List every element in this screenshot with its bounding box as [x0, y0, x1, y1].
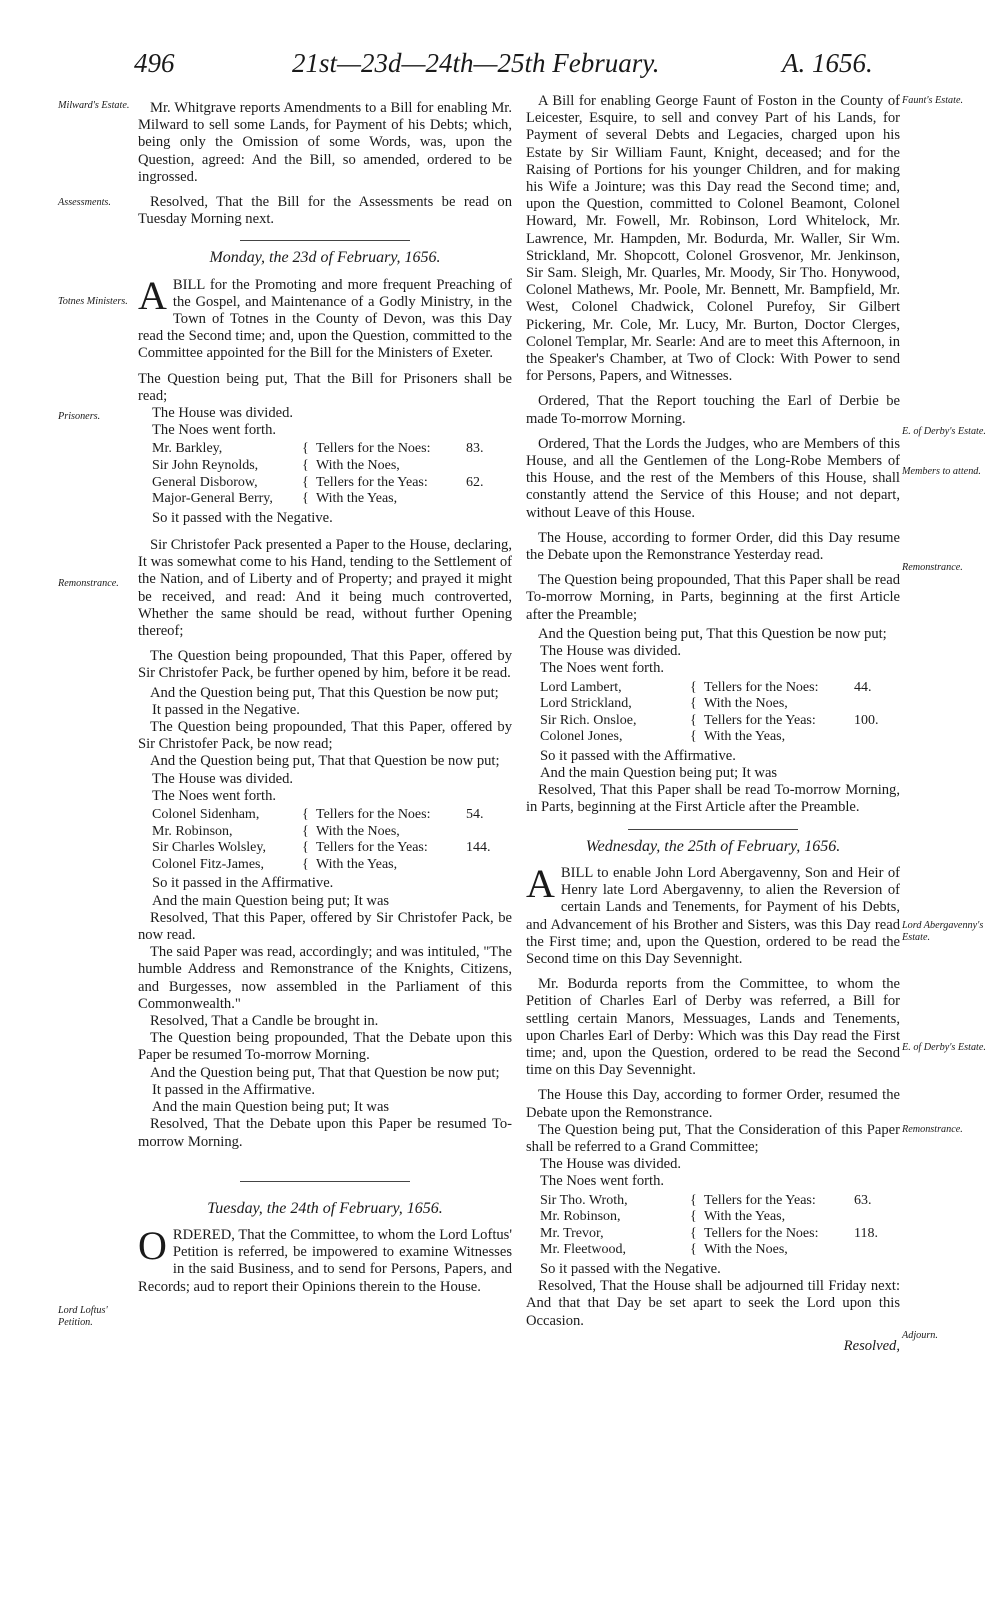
paragraph: The House was divided. [540, 643, 682, 660]
paragraph: So it passed with the Negative. [540, 1260, 721, 1277]
paragraph: And the Question being put, That this Question be now put; [150, 684, 499, 701]
paragraph: And the main Question being put; It was [540, 765, 778, 782]
margin-note-totnes: Totnes Ministers. [58, 296, 128, 307]
tellers-table [540, 1193, 900, 1259]
drop-cap: A [138, 272, 167, 318]
tellers-row: Colonel Fitz-James, { With the Yeas, [152, 856, 398, 872]
paragraph: Mr. Whitgrave reports Amendments to a Bill for enabling Mr. Milward to sell some Lands, for Payment of his Debts; which, being only the Omission of some Words, was, upon the Question, agreed: And the Bill, so amended, ordered to be ingrossed. [138, 100, 512, 185]
paragraph: The Question being propounded, That the Debate upon this Paper be resumed To-morrow Morning. [138, 1030, 512, 1064]
right-column [526, 93, 900, 1355]
margin-note-members: Members to attend. [902, 466, 981, 477]
paragraph: It passed in the Negative. [152, 701, 300, 718]
tellers-row: Sir John Reynolds, { With the Noes, [152, 458, 400, 474]
paragraph: Resolved, That a Candle be brought in. [150, 1013, 379, 1030]
paragraph: ORDERED, That the Committee, to whom the Lord Loftus' Petition is referred, be impowered to examine Witnesses in the said Business, and to send for Persons, Papers, and Records; aud to report their Opinions therein to the House. [138, 1222, 512, 1295]
tellers-table [152, 441, 512, 507]
header-volume: A. 1656. [782, 48, 873, 78]
section-rule [628, 829, 798, 830]
header-dates: 21st—23d—24th—25th February. [292, 48, 660, 78]
tellers-table [540, 680, 900, 746]
paragraph: The House was divided. [152, 405, 294, 422]
tellers-row: Sir Rich. Onsloe, { Tellers for the Yeas: 100. [540, 712, 879, 728]
margin-note-remonstrance: Remonstrance. [902, 562, 963, 573]
section-heading: Monday, the 23d of February, 1656. [209, 249, 441, 267]
paragraph: And the main Question being put; It was [152, 1099, 390, 1116]
tellers-row: Sir Tho. Wroth, { Tellers for the Yeas: 63. [540, 1192, 872, 1208]
paragraph: Resolved, That the Debate upon this Paper be resumed To-morrow Morning. [138, 1116, 512, 1150]
paragraph: The Noes went forth. [152, 787, 277, 804]
catchword: Resolved, [843, 1337, 900, 1354]
drop-cap: O [138, 1222, 167, 1268]
margin-note-prisoners: Prisoners. [58, 411, 101, 422]
paragraph: And the main Question being put; It was [152, 892, 390, 909]
paragraph: The Question being propounded, That this Paper, offered by Sir Christofer Pack, be now read; [138, 719, 512, 753]
margin-note-derby: E. of Derby's Estate. [902, 426, 986, 437]
paragraph: So it passed with the Affirmative. [540, 747, 736, 764]
paragraph: Resolved, That this Paper shall be read To-morrow Morning, in Parts, beginning at the First Article after the Preamble. [526, 782, 900, 816]
tellers-row: Mr. Robinson, { With the Noes, [152, 823, 400, 839]
paragraph: And the Question being put, That that Question be now put; [150, 753, 500, 770]
paragraph: Sir Christofer Pack presented a Paper to the House, declaring, It was somewhat come to his Hand, tending to the Settlement of the Nation, and of Liberty and of Property; and prayed it might be received, and read: And it being much controverted, Whether the same should be read, without further Opening thereof; [138, 537, 512, 640]
tellers-row: General Disborow, { Tellers for the Yeas: 62. [152, 474, 484, 490]
drop-cap: A [526, 860, 555, 906]
tellers-row: Lord Strickland, { With the Noes, [540, 696, 788, 712]
paragraph: A Bill for enabling George Faunt of Foston in the County of Leicester, Esquire, to sell and convey Part of his Lands, for Payment of several Debts and Legacies, charged upon his Estate by Sir William Faunt, Knight, deceased; and for the Raising of Portions for his younger Children, and for making his Wife a Jointure; was this Day read the Second time; and, upon the Question, committed to Colonel Beamont, Colonel Howard, Mr. Fowell, Mr. Robinson, Lord Whitelock, Mr. Lawrence, Mr. Hampden, Mr. Bodurda, Mr. Waller, Sir Wm. Strickland, Mr. Shopcott, Colonel Grosvenor, Mr. Jenkinson, Sir Sam. Sleigh, Mr. Quarles, Mr. Moody, Sir Tho. Honywood, Colonel Mathews, Mr. Poole, Mr. Bennett, Mr. Bampfield, Mr. West, Colonel Chadwick, Colonel Purefoy, Sir Gilbert Pickering, Mr. Cole, Mr. Lucy, Mr. Burton, Doctor Clerges, Colonel Templar, Mr. Searle: And are to meet this Afternoon, in the Speaker's Chamber, at Two of Clock: With Power to send for Persons, Papers, and Witnesses. [526, 93, 900, 385]
paragraph: ABILL for the Promoting and more frequent Preaching of the Gospel, and Maintenance of a Godly Ministry, in the Town of Totnes in the County of Devon, was this Day read the Second time; and, upon the Question, committed to the Committee appointed for the Bill for the Ministers of Exeter. [138, 272, 512, 362]
page-header [0, 48, 992, 88]
paragraph: The Question being propounded, That this Paper, offered by Sir Christofer Pack, be further opened by him, before it be read. [138, 648, 512, 682]
tellers-row: Mr. Fleetwood, { With the Noes, [540, 1242, 788, 1258]
paragraph: The Noes went forth. [540, 1173, 665, 1190]
paragraph: Resolved, That the Bill for the Assessments be read on Tuesday Morning next. [138, 194, 512, 228]
margin-note-assessments: Assessments. [58, 197, 111, 208]
margin-note-remonstrance: Remonstrance. [58, 578, 119, 589]
tellers-table [152, 807, 512, 873]
paragraph: The House this Day, according to former Order, resumed the Debate upon the Remonstrance. [526, 1087, 900, 1121]
tellers-row: Colonel Jones, { With the Yeas, [540, 729, 786, 745]
section-rule [240, 1181, 410, 1182]
tellers-row: Sir Charles Wolsley, { Tellers for the Yeas: 144. [152, 840, 491, 856]
section-heading: Tuesday, the 24th of February, 1656. [207, 1199, 443, 1217]
paragraph: Ordered, That the Report touching the Earl of Derbie be made To-morrow Morning. [526, 393, 900, 427]
margin-note-milward: Milward's Estate. [58, 100, 130, 111]
margin-note-abergavenny: Lord Abergavenny's Estate. [902, 920, 984, 943]
tellers-row: Lord Lambert, { Tellers for the Noes: 44. [540, 679, 872, 695]
left-column [138, 100, 512, 1304]
tellers-row: Colonel Sidenham, { Tellers for the Noes: 54. [152, 807, 484, 823]
paragraph: ABILL to enable John Lord Abergavenny, Son and Heir of Henry late Lord Abergavenny, to alien the Reversion of certain Lands and Tenements, for Payment of his Debts, and Advancement of his Brother and Sisters, was this Day read the First time; and, upon the Question, ordered to be read the Second time on this Day Sevennight. [526, 860, 900, 967]
paragraph: It passed in the Affirmative. [152, 1081, 316, 1098]
paragraph: So it passed with the Negative. [152, 509, 333, 526]
paragraph: The said Paper was read, accordingly; and was intituled, "The humble Address and Remonstrance of the Knights, Citizens, and Burgesses, now assembled in the Parliament of this Commonwealth." [138, 944, 512, 1012]
section-rule [240, 240, 410, 241]
paragraph: The Noes went forth. [152, 422, 277, 439]
paragraph: The Question being propounded, That this Paper shall be read To-morrow Morning, in Parts, beginning at the first Article after the Preamble; [526, 572, 900, 623]
margin-note-loftus: Lord Loftus' Petition. [58, 1305, 108, 1328]
paragraph: Resolved, That this Paper, offered by Sir Christofer Pack, be now read. [138, 909, 512, 944]
paragraph: Resolved, That the House shall be adjourned till Friday next: And that that Day be set apart to seek the Lord upon this Occasion. [526, 1278, 900, 1329]
paragraph: The House was divided. [540, 1156, 682, 1173]
paragraph: And the Question being put, That that Question be now put; [150, 1064, 500, 1081]
paragraph: The Question being put, That the Bill for Prisoners shall be read; [138, 370, 512, 404]
section-heading: Wednesday, the 25th of February, 1656. [585, 837, 841, 855]
tellers-row: Major-General Berry, { With the Yeas, [152, 491, 398, 507]
tellers-row: Mr. Trevor, { Tellers for the Noes: 118. [540, 1225, 878, 1241]
tellers-row: Mr. Robinson, { With the Yeas, [540, 1209, 786, 1225]
paragraph: The Question being put, That the Consideration of this Paper shall be referred to a Grand Committee; [526, 1121, 900, 1155]
margin-note-derby: E. of Derby's Estate. [902, 1042, 986, 1053]
paragraph: The House was divided. [152, 770, 294, 787]
paragraph: The House, according to former Order, did this Day resume the Debate upon the Remonstrance Yesterday read. [526, 529, 900, 564]
page-number: 496 [134, 48, 175, 78]
margin-note-remonstrance: Remonstrance. [902, 1124, 963, 1135]
paragraph: And the Question being put, That this Question be now put; [538, 625, 887, 642]
paragraph: So it passed in the Affirmative. [152, 875, 334, 892]
paragraph: Ordered, That the Lords the Judges, who are Members of this House, and all the Gentlemen of the Long-Robe Members of this House, and the rest of the Members of this House, shall constantly attend the Service of this House; and not depart, without Leave of this House. [526, 435, 900, 521]
paragraph: Mr. Bodurda reports from the Committee, to whom the Petition of Charles Earl of Derby was referred, a Bill for settling certain Manors, Messuages, Lands and Tenements, upon Charles Earl of Derby: Which was this Day read the First time; and, upon the Question, ordered to be read the Second time on this Day Sevennight. [526, 976, 900, 1079]
margin-note-faunt: Faunt's Estate. [902, 95, 964, 106]
tellers-row: Mr. Barkley, { Tellers for the Noes: 83. [152, 441, 484, 457]
paragraph: The Noes went forth. [540, 660, 665, 677]
margin-note-adjourn: Adjourn. [902, 1330, 938, 1341]
